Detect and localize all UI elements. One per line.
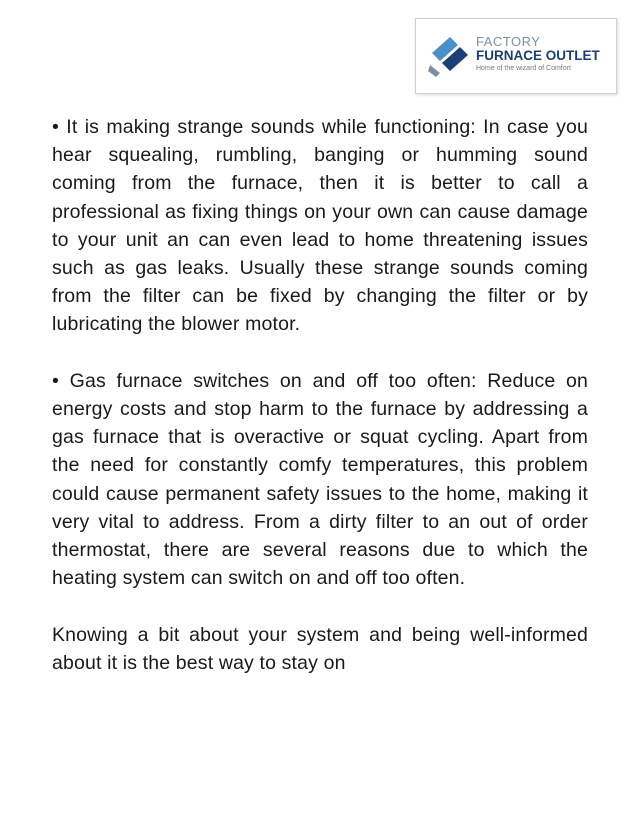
paragraph-strange-sounds: • It is making strange sounds while functioning: In case you hear squealing, rumbling, banging or humming sound coming from the furnace, then it is better to call a professional as fixing things on your own can cause damage to your unit an can even lead to home threatening issues such as gas leaks. Usually these strange sounds coming from the filter can be fixed by changing the filter or by lubricating the blower motor. xyxy=(52,116,588,336)
company-logo xyxy=(415,18,617,94)
document-body xyxy=(52,113,588,705)
logo-line-2: FURNACE OUTLET xyxy=(476,48,600,63)
paragraph-switches-often: • Gas furnace switches on and off too often: Reduce on energy costs and stop harm to the furnace by addressing a gas furnace that is overactive or squat cycling. Apart from the need for constantly comfy temperatures, this problem could cause permanent safety issues to the home, making it very vital to address. From a dirty filter to an out of order thermostat, there are several reasons due to which the heating system can switch on and off too often. xyxy=(52,369,588,590)
logo-line-1: FACTORY xyxy=(476,34,541,49)
logo-tagline: Home of the wizard of Comfort xyxy=(476,65,571,72)
paragraph-knowing-system: Knowing a bit about your system and being well-informed about it is the best way to stay on xyxy=(52,623,588,674)
furnace-logo-icon xyxy=(428,33,472,79)
